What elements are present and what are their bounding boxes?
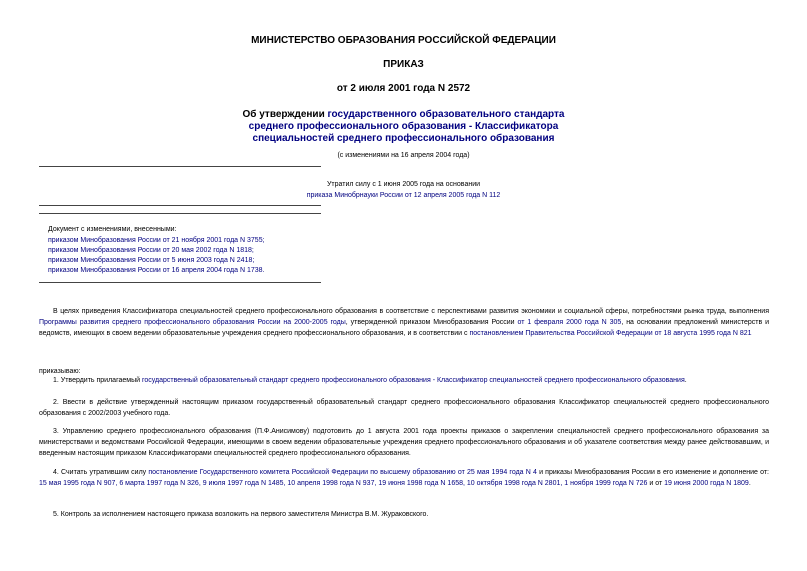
title-link-line3[interactable]: специальностей среднего профессионального образования	[252, 133, 555, 144]
preamble-paragraph	[39, 306, 769, 339]
order-word: приказываю:	[39, 368, 81, 375]
order-item-3: 3. Управлению среднего профессионального образования (П.Ф.Анисимову) подготовить до 1 августа 2001 года проекты приказов о закреплении специальностей среднего профессионального образования за министерствами и ведомствами Российской Федерации, имеющими в своем ведении образовательные учреждения среднего профессионального образования и об указателе соответствия между ранее действовавшим, и введенным настоящим приказом Классификаторами специальностей среднего профессионального образования.	[39, 428, 769, 457]
repeal-text: Утратил силу с 1 июня 2005 года на основании	[326, 181, 481, 188]
item-text: .	[748, 480, 751, 487]
amendment-note: (с изменениями на 16 апреля 2004 года)	[337, 152, 470, 159]
preamble-text: , утвержденной приказом Минобразования России	[345, 319, 518, 326]
changes-heading: Документ с изменениями, внесенными:	[48, 226, 177, 233]
preamble-text: , на основании предложений министерств и ведомств, имеющих в своем ведении образовательные учреждения среднего профессионального образования, и в соответствии с	[39, 319, 769, 337]
preamble-text: В целях приведения Классификатора специальностей среднего профессионального образования в соответствие с перспективами развития экономики и социальной сферы, потребностями рынка труда, выполнения	[53, 308, 769, 315]
item-text: и приказы Минобразования России в его изменение и дополнение от:	[536, 469, 769, 476]
change-item-link[interactable]: приказом Минобразования России от 20 мая 2002 года N 1818;	[48, 247, 254, 254]
order-305-link[interactable]: от 1 февраля 2000 года N 305	[517, 319, 622, 326]
document-type: ПРИКАЗ	[383, 59, 424, 70]
item-text: 1. Утвердить прилагаемый	[53, 377, 142, 384]
order-item-1	[39, 375, 769, 386]
order-item-2: 2. Ввести в действие утвержденный настоящим приказом государственный образовательный стандарт среднего профессионального образования Классификатор специальностей среднего профессионального образования с 2002/2003 учебного года.	[39, 399, 769, 417]
development-program-link[interactable]: Программы развития среднего профессионального образования России на 2000-2005 годы	[39, 319, 346, 326]
change-item-link[interactable]: приказом Минобразования России от 5 июня 2003 года N 2418;	[48, 257, 255, 264]
amending-orders-link[interactable]: 15 мая 1995 года N 907, 6 марта 1997 года N 326, 9 июля 1997 года N 1485, 10 апреля 1998 года N 937, 19 июня 1998 года N 1658, 10 октября 1998 года N 2801, 1 ноября 1999 года N 726	[39, 480, 648, 487]
change-item-link[interactable]: приказом Минобразования России от 21 ноября 2001 года N 3755;	[48, 237, 265, 244]
order-item-5: 5. Контроль за исполнением настоящего приказа возложить на первого заместителя Министра В.М. Жураковского.	[53, 511, 429, 518]
order-1809-link[interactable]: 19 июня 2000 года N 1809	[664, 480, 749, 487]
goskomvuz-decree-link[interactable]: постановление Государственного комитета Российской Федерации по высшему образованию от 25 мая 1994 года N 4	[148, 469, 537, 476]
divider	[39, 205, 321, 206]
title-link-line2[interactable]: среднего профессионального образования - Классификатора	[248, 121, 559, 132]
standard-classifier-link[interactable]: государственный образовательный стандарт среднего профессионального образования - Классификатор специальностей среднего профессионального образования	[141, 377, 685, 384]
divider	[39, 166, 321, 167]
order-item-4	[39, 467, 769, 489]
ministry-heading: МИНИСТЕРСТВО ОБРАЗОВАНИЯ РОССИЙСКОЙ ФЕДЕРАЦИИ	[251, 35, 556, 46]
item-text: 4. Считать утратившим силу	[53, 469, 149, 476]
item-text: и от	[647, 480, 665, 487]
document-title	[0, 109, 807, 145]
change-item-link[interactable]: приказом Минобразования России от 16 апреля 2004 года N 1738.	[48, 267, 265, 274]
document-date-number: от 2 июля 2001 года N 2572	[336, 83, 471, 94]
title-prefix: Об утверждении	[242, 109, 328, 120]
item-text: .	[684, 377, 687, 384]
divider	[39, 213, 321, 214]
repeal-order-link[interactable]: приказа Минобрнауки России от 12 апреля 2005 года N 112	[306, 192, 501, 199]
title-link[interactable]: государственного образовательного стандарта	[327, 109, 565, 120]
government-decree-821-link[interactable]: постановлением Правительства Российской Федерации от 18 августа 1995 года N 821	[469, 330, 752, 337]
divider	[39, 282, 321, 283]
